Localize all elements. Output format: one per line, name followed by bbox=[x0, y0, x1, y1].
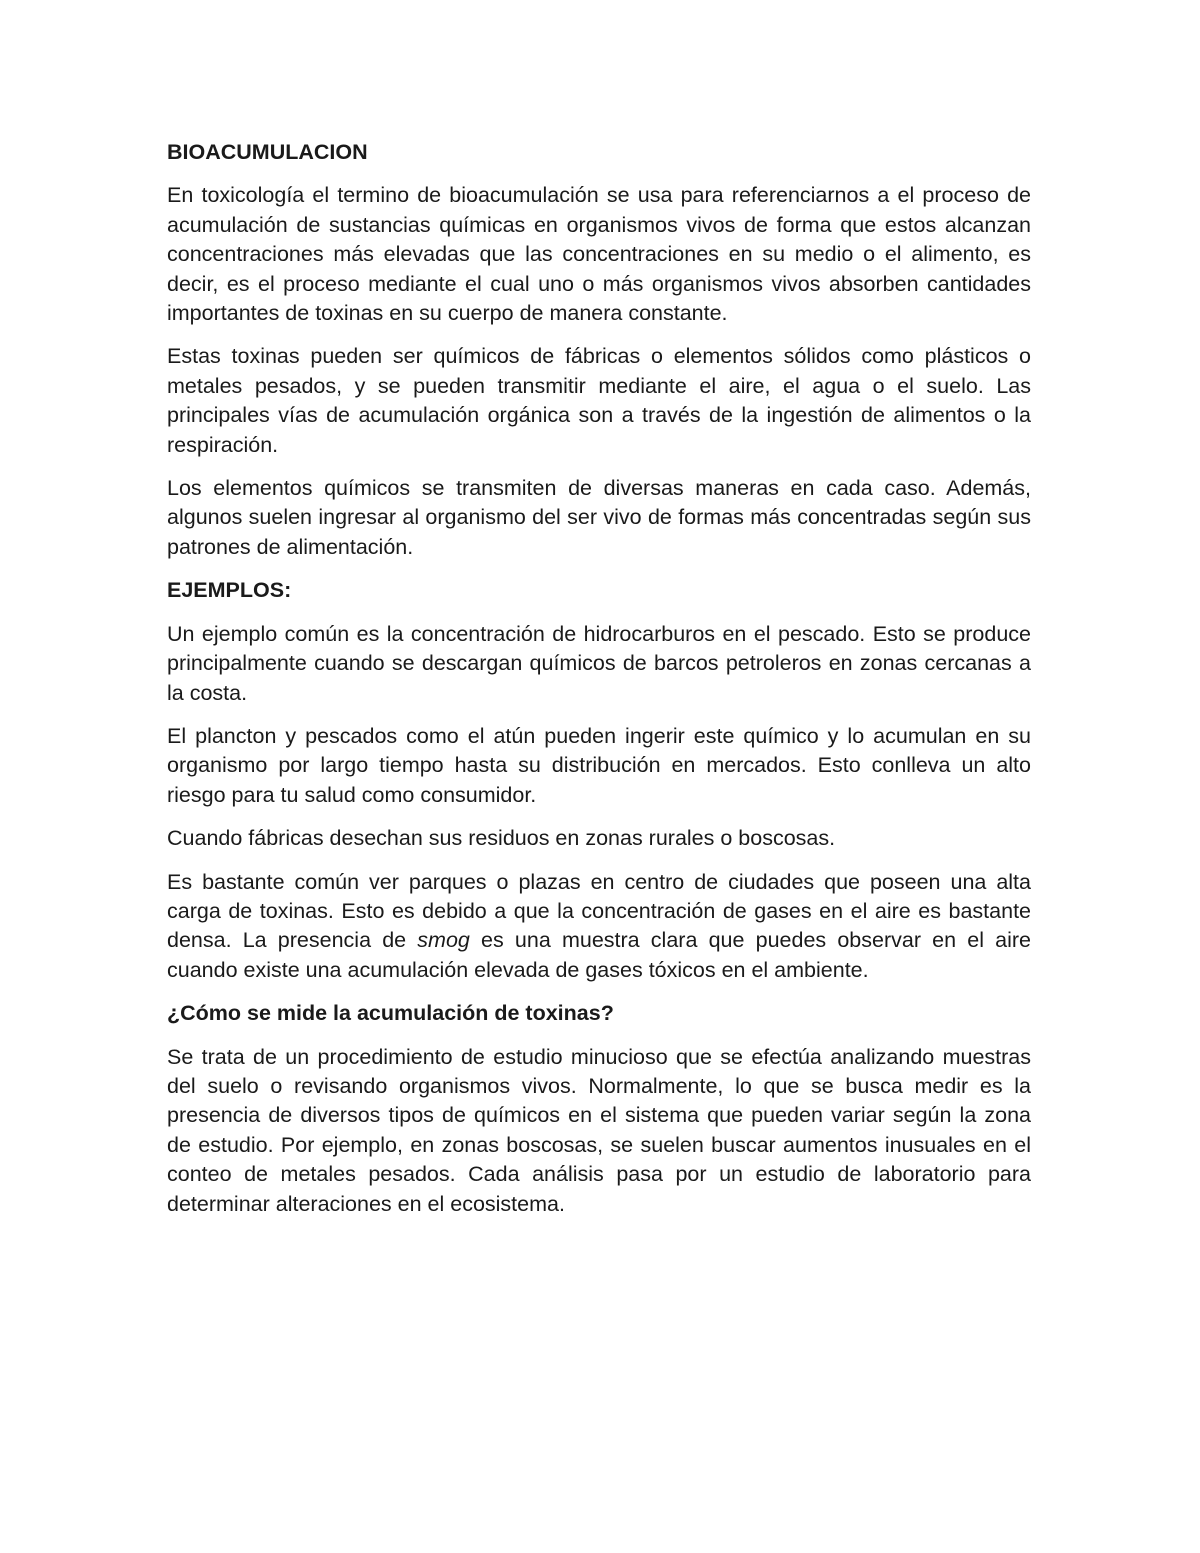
example-paragraph-3: Cuando fábricas desechan sus residuos en zonas rurales o boscosas. bbox=[167, 826, 836, 851]
smog-term: smog bbox=[417, 928, 470, 953]
smog-paragraph-start: Es bastante común ver parques o plazas en centro de ciudades que poseen una alta carga de toxinas. Esto es debido a que la concentración de gases en el aire es bastante densa. La presencia de bbox=[167, 869, 1031, 953]
measure-paragraph: Se trata de un procedimiento de estudio minucioso que se efectúa analizando muestras del suelo o revisando organismos vivos. Normalmente, lo que se busca medir es la presencia de diversos tipos de químicos en el sistema que pueden variar según la zona de estudio. Por ejemplo, en zonas boscosas, se suelen buscar aumentos inusuales en el conteo de metales pesados. Cada análisis pasa por un estudio de laboratorio para determinar alteraciones en el ecosistema. bbox=[167, 1044, 1031, 1216]
smog-paragraph-end: es una muestra clara que puedes observar en el aire cuando existe una acumulación elevada de gases tóxicos en el ambiente. bbox=[167, 928, 1031, 982]
intro-paragraph-1: En toxicología el termino de bioacumulación se usa para referenciarnos a el proceso de acumulación de sustancias químicas en organismos vivos de forma que estos alcanzan concentraciones más elevadas que las concentraciones en su medio o el alimento, es decir, es el proceso mediante el cual uno o más organismos vivos absorben cantidades importantes de toxinas en su cuerpo de manera constante. bbox=[167, 183, 1031, 326]
example-paragraph-1: Un ejemplo común es la concentración de hidrocarburos en el pescado. Esto se produce principalmente cuando se descargan químicos de barcos petroleros en zonas cercanas a la costa. bbox=[167, 621, 1031, 705]
intro-paragraph-2: Estas toxinas pueden ser químicos de fábricas o elementos sólidos como plásticos o metales pesados, y se pueden transmitir mediante el aire, el agua o el suelo. Las principales vías de acumulación orgánica son a través de la ingestión de alimentos o la respiración. bbox=[167, 344, 1031, 457]
document-title: BIOACUMULACION bbox=[167, 140, 368, 164]
smog-paragraph bbox=[167, 868, 1031, 986]
examples-heading: EJEMPLOS: bbox=[167, 578, 292, 603]
measure-heading: ¿Cómo se mide la acumulación de toxinas? bbox=[167, 1001, 614, 1026]
example-paragraph-2: El plancton y pescados como el atún pueden ingerir este químico y lo acumulan en su organismo por largo tiempo hasta su distribución en mercados. Esto conlleva un alto riesgo para tu salud como consumidor. bbox=[167, 723, 1031, 807]
intro-paragraph-3: Los elementos químicos se transmiten de diversas maneras en cada caso. Además, algunos suelen ingresar al organismo del ser vivo de formas más concentradas según sus patrones de alimentación. bbox=[167, 476, 1031, 559]
document-page bbox=[167, 138, 1031, 1233]
